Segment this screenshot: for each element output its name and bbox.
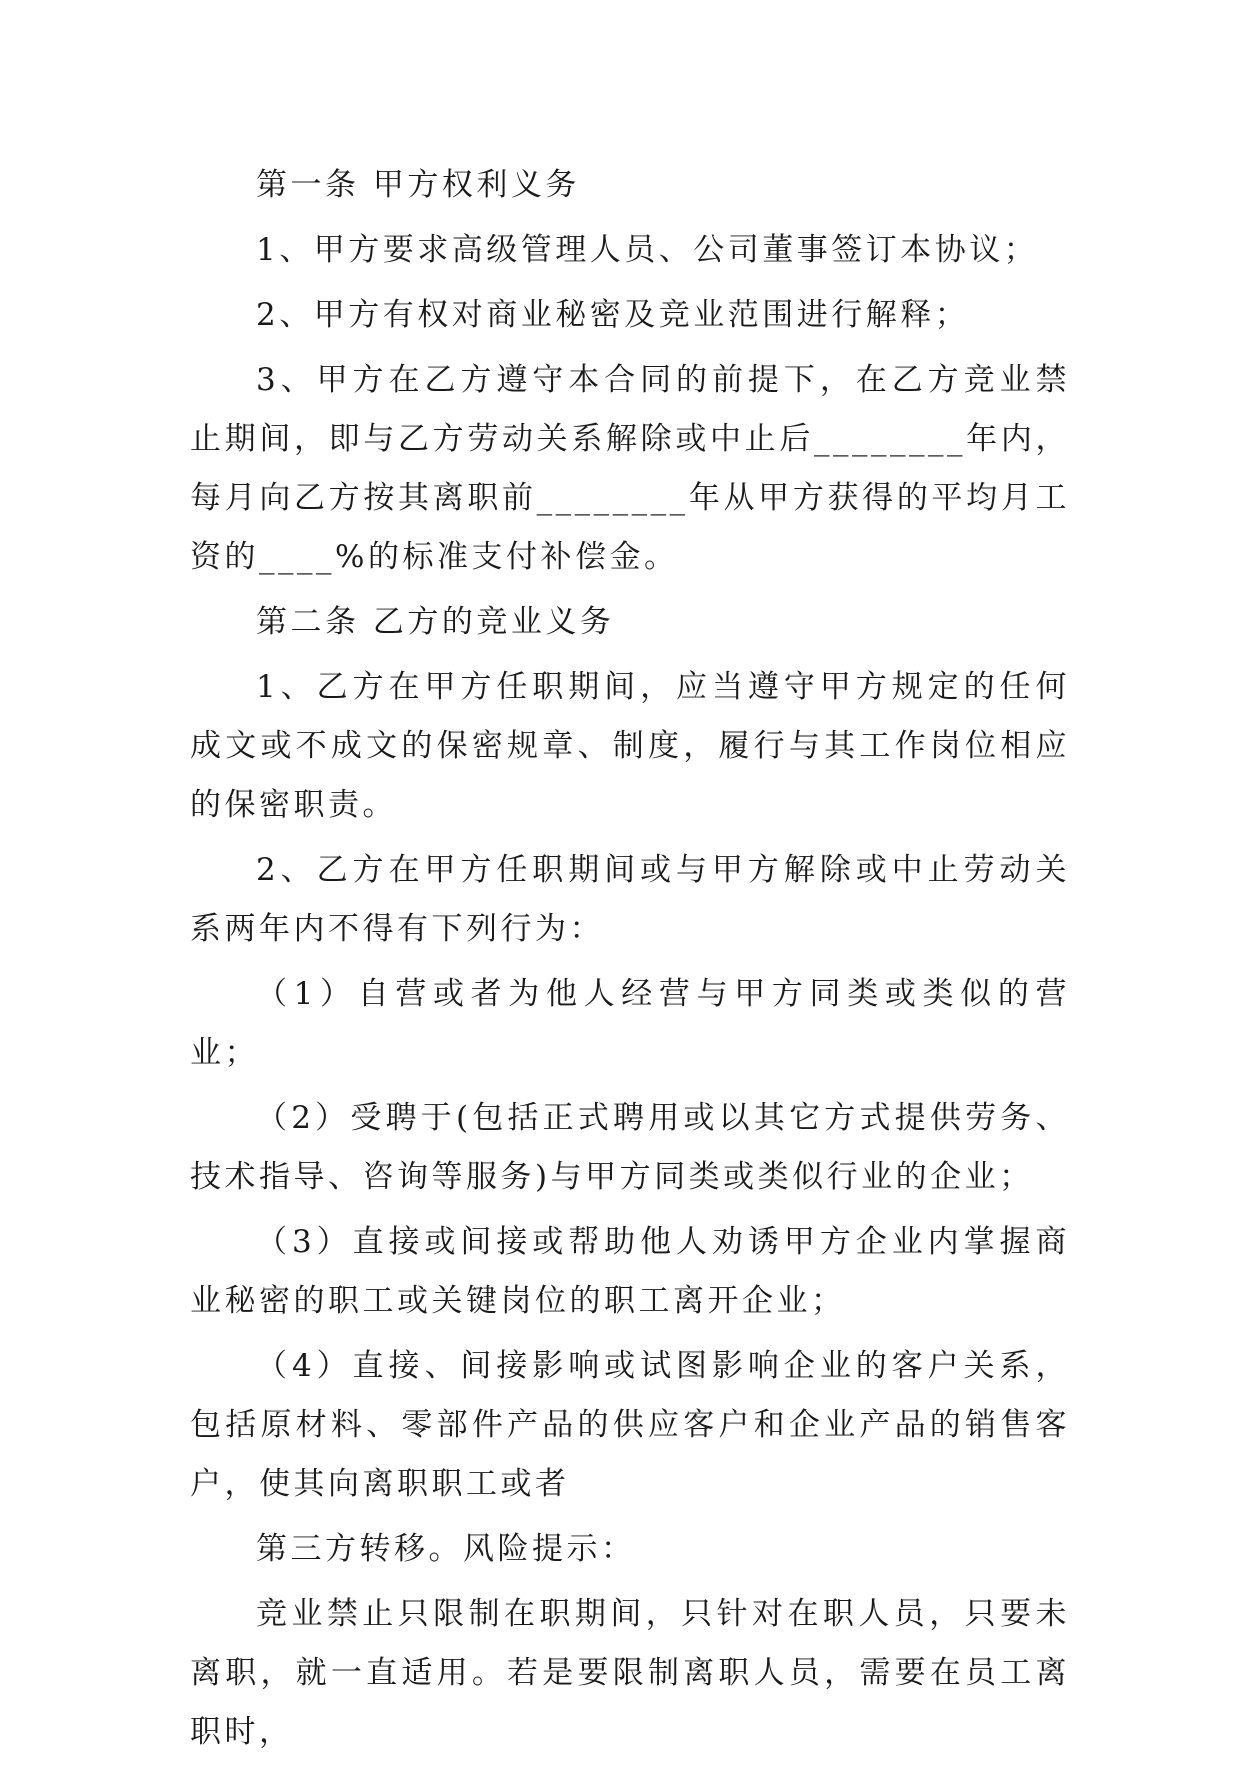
section-heading-1: 第一条 甲方权利义务 [256, 167, 580, 203]
list-item: （2）受聘于(包括正式聘用或以其它方式提供劳务、技术指导、咨询等服务)与甲方同类或类似行业的企业； [190, 1100, 1070, 1195]
list-item: （1）自营或者为他人经营与甲方同类或类似的营业； [190, 976, 1070, 1071]
list-item: （3）直接或间接或帮助他人劝诱甲方企业内掌握商业秘密的职工或关键岗位的职工离开企业； [190, 1224, 1070, 1319]
paragraph: 1、甲方要求高级管理人员、公司董事签订本协议； [256, 232, 1039, 268]
paragraph: 3、甲方在乙方遵守本合同的前提下，在乙方竞业禁止期间，即与乙方劳动关系解除或中止后________年内，每月向乙方按其离职前________年从甲方获得的平均月工资的____%的标准支付补偿金。 [190, 362, 1070, 575]
paragraph: 第三方转移。风险提示： [256, 1531, 636, 1567]
paragraph: 竞业禁止只限制在职期间，只针对在职人员，只要未离职，就一直适用。若是要限制离职人员，需要在员工离职时， [190, 1596, 1070, 1750]
paragraph: 2、乙方在甲方任职期间或与甲方解除或中止劳动关系两年内不得有下列行为： [190, 852, 1070, 947]
paragraph: 2、甲方有权对商业秘密及竞业范围进行解释； [256, 297, 970, 333]
list-item: （4）直接、间接影响或试图影响企业的客户关系，包括原材料、零部件产品的供应客户和企业产品的销售客户，使其向离职职工或者 [190, 1348, 1070, 1502]
paragraph: 1、乙方在甲方任职期间，应当遵守甲方规定的任何成文或不成文的保密规章、制度，履行与其工作岗位相应的保密职责。 [190, 669, 1070, 823]
section-heading-2: 第二条 乙方的竞业义务 [256, 604, 615, 640]
document-body [190, 156, 1070, 1768]
